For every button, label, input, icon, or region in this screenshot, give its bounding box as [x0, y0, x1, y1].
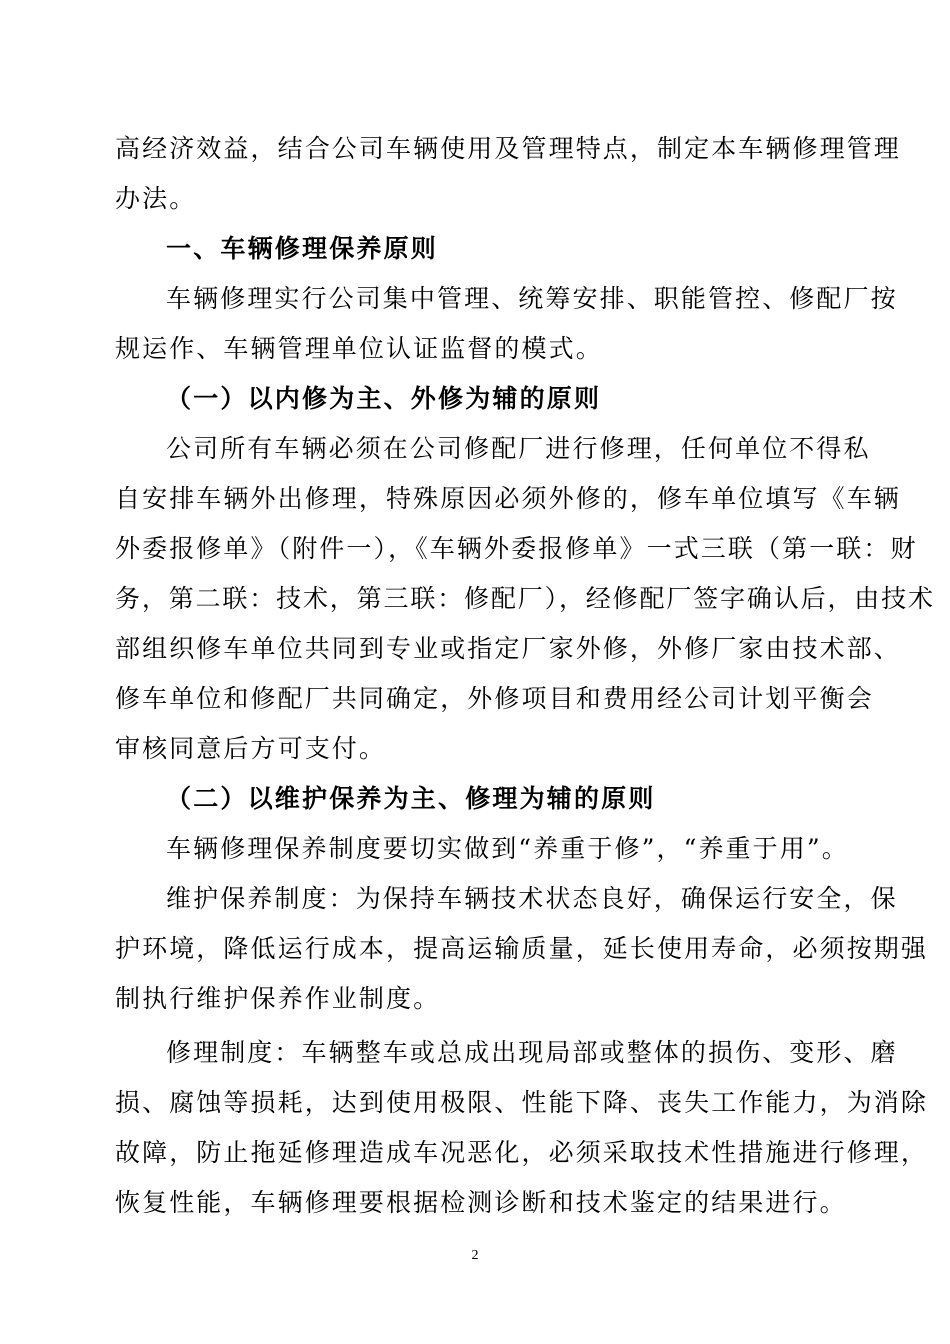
body-text-line: 公司所有车辆必须在公司修配厂进行修理，任何单位不得私: [166, 434, 871, 463]
body-text-line: 修车单位和修配厂共同确定，外修项目和费用经公司计划平衡会: [115, 684, 874, 713]
section-heading: 一、车辆修理保养原则: [166, 234, 439, 263]
subsection-heading: （一）以内修为主、外修为辅的原则: [166, 384, 602, 413]
body-text-line: 自安排车辆外出修理，特殊原因必须外修的，修车单位填写《车辆: [115, 484, 901, 513]
subsection-heading: （二）以维护保养为主、修理为辅的原则: [166, 784, 656, 813]
body-text-line: 规运作、车辆管理单位认证监督的模式。: [115, 334, 603, 363]
body-text-line: 故障，防止拖延修理造成车况恶化，必须采取技术性措施进行修理，: [115, 1138, 929, 1167]
body-text-line: 维护保养制度：为保持车辆技术状态良好，确保运行安全，保: [166, 884, 898, 913]
body-text-line: 办法。: [115, 184, 197, 213]
body-text-line: 车辆修理实行公司集中管理、统筹安排、职能管控、修配厂按: [166, 284, 898, 313]
body-text-line: 务，第二联：技术，第三联：修配厂），经修配厂签字确认后，由技术: [115, 584, 935, 613]
body-text-line: 制执行维护保养作业制度。: [115, 984, 441, 1013]
page-number: 2: [471, 1248, 479, 1263]
body-text-line: 护环境，降低运行成本，提高运输质量，延长使用寿命，必须按期强: [115, 934, 929, 963]
body-text-line: 恢复性能，车辆修理要根据检测诊断和技术鉴定的结果进行。: [115, 1188, 847, 1217]
body-text-line: 损、腐蚀等损耗，达到使用极限、性能下降、丧失工作能力，为消除: [115, 1088, 929, 1117]
body-text-line: 外委报修单》（附件一），《车辆外委报修单》一式三联（第一联：财: [115, 534, 918, 563]
body-text-line: 修理制度：车辆整车或总成出现局部或整体的损伤、变形、磨: [166, 1038, 898, 1067]
body-text-line: 审核同意后方可支付。: [115, 734, 387, 763]
body-text-line: 部组织修车单位共同到专业或指定厂家外修，外修厂家由技术部、: [115, 634, 901, 663]
body-text-line: 高经济效益，结合公司车辆使用及管理特点，制定本车辆修理管理: [115, 134, 901, 163]
body-text-line: 车辆修理保养制度要切实做到“养重于修”，“养重于用”。: [166, 834, 849, 863]
